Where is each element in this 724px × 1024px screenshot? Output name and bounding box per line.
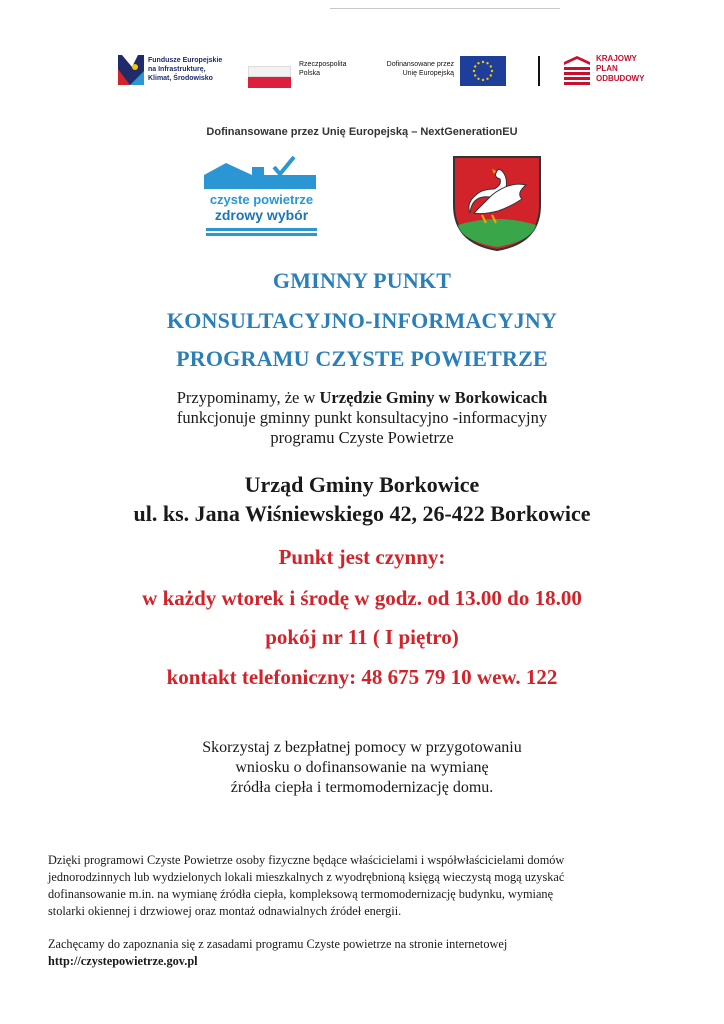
fe-line: Fundusze Europejskie [148,57,223,64]
kpo-text [596,54,644,84]
contact-phone: kontakt telefoniczny: 48 675 79 10 wew. 122 [166,665,558,689]
intro-line3: programu Czyste Powietrze [270,428,454,447]
footer-line: jednorodzinnych lub wydzielonych lokali mieszkalnych z wyodrębnioną księgą wieczystą mogą uzyskać [48,870,565,884]
fundusze-europejskie-flag-icon [118,55,144,85]
eu-flag-icon [460,56,506,86]
opening-label: Punkt jest czynny: [278,545,446,569]
eu-cofunded-text [376,60,454,78]
help-line: źródła ciepła i termomodernizację domu. [230,779,494,796]
footer-invite [48,936,680,970]
program-website-link[interactable]: http://czystepowietrze.gov.pl [48,954,198,968]
intro-office-name: Urzędzie Gminy w Borkowicach [319,388,548,407]
ue-line: Unię Europejską [402,70,454,77]
footer-paragraph [48,852,680,920]
intro-line2: funkcjonuje gminny punkt konsultacyjno -informacyjny [176,408,548,427]
room-number: pokój nr 11 ( I piętro) [265,625,459,649]
footer-line: Dzięki programowi Czyste Powietrze osoby fizyczne będące właścicielami i współwłaścicielami domów [48,853,565,867]
page-title-line3: PROGRAMU CZYSTE POWIETRZE [176,346,548,371]
rp-line: Polska [299,70,321,77]
rzeczpospolita-text [299,60,346,78]
intro-line1 [0,388,724,408]
polish-flag-icon [248,66,291,88]
page-title-line2: KONSULTACYJNO-INFORMACYJNY [166,308,558,333]
fundusze-europejskie-text [148,56,222,83]
ue-line: Dofinansowane przez [386,61,454,68]
next-generation-eu-text: Dofinansowane przez Unię Europejską – NextGenerationEU [206,126,518,138]
help-line: Skorzystaj z bezpłatnej pomocy w przygotowaniu [202,739,522,756]
kpo-logo-icon [564,56,590,86]
footer-invite-text: Zachęcamy do zapoznania się z zasadami programu Czyste powietrze na stronie internetowej [48,937,508,951]
coat-of-arms-swan-icon [452,155,542,251]
page-title-line1: GMINNY PUNKT [272,268,452,293]
fe-line: Klimat, Środowisko [148,75,213,82]
office-address: ul. ks. Jana Wiśniewskiego 42, 26-422 Borkowice [133,501,591,526]
office-name: Urząd Gminy Borkowice [244,472,480,497]
kpo-line: KRAJOWY [596,54,637,63]
intro-paragraph [0,388,724,448]
help-paragraph [0,738,724,798]
cp-logo-underline [206,228,317,231]
intro-text: Przypominamy, że w [176,388,320,407]
fe-line: na Infrastrukturę, [148,66,206,73]
footer-line: stolarki okiennej i drzwiowej oraz montaż odnawialnych źródeł energii. [48,904,402,918]
footer-line: dofinansowanie m.in. na wymianę źródła ciepła, kompleksową termomodernizację budynku, wymianę [48,887,554,901]
house-check-icon [204,155,319,191]
scan-artifact-line [330,8,560,9]
funding-logo-bar [118,52,658,98]
cp-logo-line1: czyste powietrze [209,192,314,207]
rp-line: Rzeczpospolita [299,61,347,68]
cp-logo-line2: zdrowy wybór [214,207,309,223]
opening-hours: w każdy wtorek i środę w godz. od 13.00 do 18.00 [142,586,582,610]
czyste-powietrze-logo [204,155,319,237]
logo-separator [538,56,540,86]
cp-logo-underline [206,233,317,236]
kpo-line: PLAN [596,64,618,73]
kpo-line: ODBUDOWY [596,74,645,83]
help-line: wniosku o dofinansowanie na wymianę [235,759,489,776]
